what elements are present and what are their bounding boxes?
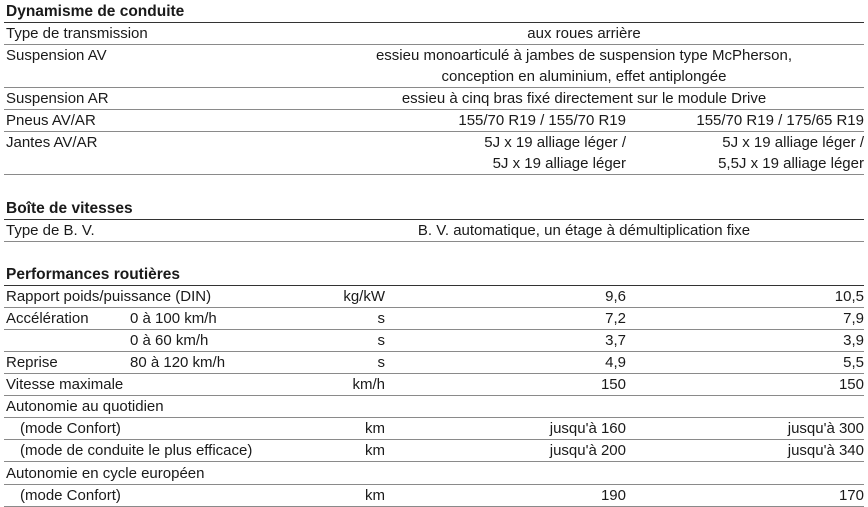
spec-row-front-suspension-cont [4,66,864,88]
row-value: essieu à cinq bras fixé directement sur le module Drive [401,90,767,107]
spec-row-gearbox-type [4,220,864,242]
value-col1: 7,2 [605,310,626,327]
spec-row-rims [4,132,864,154]
row-label: Suspension AV [6,47,107,64]
spec-row-tyres [4,110,864,132]
value-col2: 3,9 [843,332,864,349]
value-col2: 170 [838,487,864,504]
row-unit: kg/kW [343,288,385,305]
value-col2: 155/70 R19 / 175/65 R19 [696,112,864,129]
row-unit: s [377,332,385,349]
value-col1: jusqu'à 160 [549,420,626,437]
value-col2-line1: 5J x 19 alliage léger / [722,134,864,151]
spec-row-eu-range-heading [4,463,864,485]
row-value: B. V. automatique, un étage à démultiplication fixe [417,222,751,239]
row-value-line2: conception en aluminium, effet antiplongée [441,68,727,85]
spec-row-rear-suspension [4,88,864,110]
row-label: (mode Confort) [20,420,121,437]
section-heading-drive [4,1,864,23]
spec-row-daily-range-comfort [4,418,864,440]
value-col2: 10,5 [834,288,864,305]
spec-row-reprise [4,352,864,374]
row-label: Reprise [6,354,58,371]
spec-row-transmission [4,23,864,45]
heading-text: Boîte de vitesses [6,200,133,217]
row-sublabel: 80 à 120 km/h [130,354,226,371]
row-label: Vitesse maximale [6,376,124,393]
value-col2: jusqu'à 340 [787,442,864,459]
value-col1: 4,9 [605,354,626,371]
value-col1-line1: 5J x 19 alliage léger / [484,134,626,151]
value-col2: 7,9 [843,310,864,327]
row-unit: s [377,354,385,371]
row-unit: s [377,310,385,327]
row-label: Rapport poids/puissance (DIN) [6,288,212,305]
value-col2: 150 [838,376,864,393]
spec-row-rims-cont [4,153,864,175]
section-heading-gearbox [4,198,864,220]
row-unit: km [365,442,385,459]
spec-row-acceleration-100 [4,308,864,330]
row-label: (mode de conduite le plus efficace) [20,442,253,459]
value-col1: 3,7 [605,332,626,349]
row-label: Accélération [6,310,89,327]
value-col1: jusqu'à 200 [549,442,626,459]
value-col1: 190 [600,487,626,504]
row-label: (mode Confort) [20,487,121,504]
value-col1-line2: 5J x 19 alliage léger [492,155,626,172]
row-label: Type de transmission [6,25,148,42]
spec-row-front-suspension [4,45,864,67]
spec-row-daily-range-heading [4,396,864,418]
row-label: Autonomie au quotidien [6,398,164,415]
row-label: Pneus AV/AR [6,112,96,129]
spec-row-acceleration-60 [4,330,864,352]
row-label: Type de B. V. [6,222,95,239]
row-sublabel: 0 à 100 km/h [130,310,217,327]
section-heading-performance [4,264,864,286]
heading-text: Dynamisme de conduite [6,3,185,20]
spec-row-daily-range-efficient [4,440,864,462]
row-unit: km [365,420,385,437]
row-sublabel: 0 à 60 km/h [130,332,209,349]
row-value-line1: essieu monoarticulé à jambes de suspension type McPherson, [375,47,793,64]
spec-row-eu-range-comfort [4,485,864,507]
row-label: Autonomie en cycle européen [6,465,205,482]
spec-row-power-weight [4,286,864,308]
row-unit: km [365,487,385,504]
value-col2-line2: 5,5J x 19 alliage léger [718,155,864,172]
row-label: Suspension AR [6,90,109,107]
row-label: Jantes AV/AR [6,134,98,151]
value-col2: 5,5 [843,354,864,371]
value-col1: 9,6 [605,288,626,305]
spec-row-top-speed [4,374,864,396]
value-col2: jusqu'à 300 [787,420,864,437]
value-col1: 150 [600,376,626,393]
heading-text: Performances routières [6,266,181,283]
value-col1: 155/70 R19 / 155/70 R19 [458,112,626,129]
row-unit: km/h [352,376,385,393]
row-value: aux roues arrière [527,25,641,42]
